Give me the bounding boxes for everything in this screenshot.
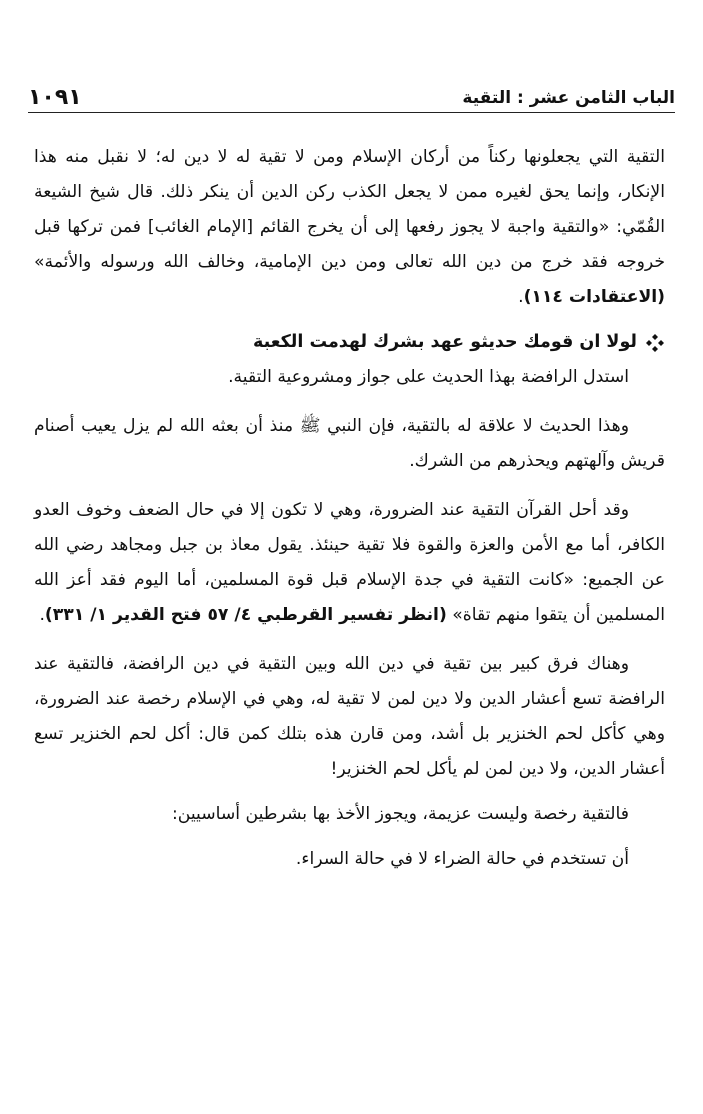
paragraph-5: وهناك فرق كبير بين تقية في دين الله وبين التقية في دين الرافضة، فالتقية عند الرافضة تسع أعشار الدين ولا دين لمن لا تقية له، وهي في الإسلام رخصة عند الضرورة، وهي كأكل لحم الخنزير بل أشد، ومن قارن هذه بتلك كمن قال: أكل لحم الخنزير تسع أعشار الدين، ولا دين لمن لم يأكل لحم الخنزير!	[34, 654, 665, 779]
paragraph-4-end: .	[39, 605, 45, 625]
reference-qurtubi: (انظر تفسير القرطبي ٤/ ٥٧ فتح القدير ١/ ٣٣١)	[44, 605, 447, 625]
paragraph-3: وهذا الحديث لا علاقة له بالتقية، فإن النبي ﷺ منذ أن بعثه الله لم يزل يعيب أصنام قريش وآلهتهم ويحذرهم من الشرك.	[34, 416, 665, 471]
page-number: ١٠٩١	[28, 85, 82, 110]
diamond-cluster-icon	[645, 333, 665, 353]
chapter-title: الباب الثامن عشر : التقية	[454, 88, 675, 112]
section-heading-text: لولا ان قومك حديثو عهد بشرك لهدمت الكعبة	[252, 332, 637, 352]
paragraph-7: أن تستخدم في حالة الضراء لا في حالة السراء.	[295, 849, 629, 869]
paragraph-2: استدل الرافضة بهذا الحديث على جواز ومشروعية التقية.	[228, 367, 629, 387]
reference-itiqadat: (الاعتقادات ١١٤)	[523, 287, 665, 307]
paragraph-1-text: التقية التي يجعلونها ركناً من أركان الإسلام ومن لا تقية له لا دين له؛ لا نقبل منه هذا الإنكار، وإنما يحق لغيره ممن لا يجعل الكذب ركن الدين أن ينكر ذلك. قال شيخ الشيعة القُمّي: «والتقية واجبة لا يجوز رفعها إلى أن يخرج القائم [الإمام الغائب] فمن تركها قبل خروجه فقد خرج من دين الله تعالى ومن دين الإمامية، وخالف الله ورسوله والأئمة»	[34, 147, 665, 272]
paragraph-4	[34, 493, 665, 633]
paragraph-1-end: .	[518, 287, 524, 307]
paragraph-4-text: وقد أحل القرآن التقية عند الضرورة، وهي لا تكون إلا في حال الضعف وخوف العدو الكافر، أما مع الأمن والعزة والقوة فلا تقية حينئذ. يقول معاذ بن جبل ومجاهد رضي الله عن الجميع: «كانت التقية في جدة الإسلام قبل قوة المسلمين، أما اليوم فقد أعز الله المسلمين أن يتقوا منهم تقاة»	[34, 500, 665, 625]
paragraph-6: فالتقية رخصة وليست عزيمة، ويجوز الأخذ بها بشرطين أساسيين:	[171, 804, 629, 824]
paragraph-1	[34, 140, 665, 315]
section-heading	[34, 325, 665, 360]
page-header	[28, 78, 675, 113]
page-body	[34, 140, 665, 877]
